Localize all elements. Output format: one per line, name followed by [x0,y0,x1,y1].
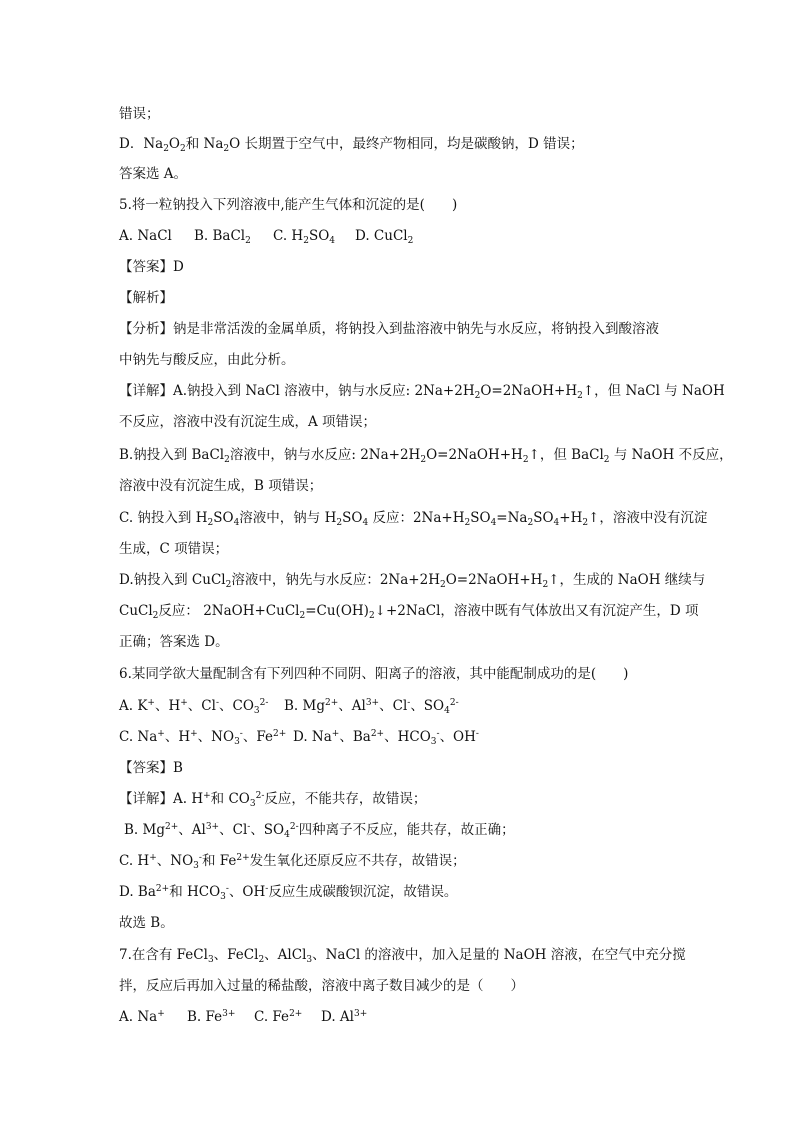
analysis-text: 中钠先与酸反应，由此分析。 [119,352,295,368]
detail-6b: B. $Mg^{2+}$、$Al^{3+}$、Cl-、$SO_4^{2-}$四种离子不反应，能共存，故正确； [124,822,515,840]
option-c: C. Na+、H+、$NO_3^-$、$Fe^{2+}$ [119,729,287,747]
detail-c: 生成，C 项错误； [119,541,229,557]
option-a: A. K+、H+、Cl-、$CO_3^{2-}$ [119,698,269,716]
analysis-label: 【解析】 [119,290,173,306]
option-b: B. $Fe^{3+}$ [187,1009,236,1025]
option-d: D. Na+、$Ba^{2+}$、$HCO_3^-$、OH- [293,729,479,747]
option-a: A. Na+ [119,1009,165,1025]
detail-6c: C. H+、$NO_3^-$和 $Fe^{2+}$发生氧化还原反应不共存，故错误； [119,853,466,871]
question-7-options [119,1007,367,1027]
text-line: 错误； [119,106,160,122]
text-line: 答案选 A。 [119,166,188,182]
question-5: 5.将一粒钠投入下列溶液中,能产生气体和沉淀的是( ) [119,197,458,213]
option-c: C. $Fe^{2+}$ [254,1009,303,1025]
detail-6a: 【详解】A. H+和 $CO_3^{2-}$反应，不能共存，故错误； [119,791,427,809]
detail-d: CuCl$_2$反应： $2NaOH+CuCl_2=Cu(OH)_2↓+2NaCl$，溶液中既有气体放出又有沉淀产生，D 项 [119,603,699,621]
option-b: B. $Mg^{2+}$、$Al^{3+}$、Cl-、$SO_4^{2-}$ [284,698,459,716]
option-b: B. BaCl$_2$ [194,228,251,246]
detail-c: C. 钠投入到 $H_2SO_4$溶液中，钠与 $H_2SO_4$ 反应：$2Na+H_2SO_4=Na_2SO_4+H_2↑$，溶液中没有沉淀 [119,510,708,528]
detail-b: 溶液中没有沉淀生成，B 项错误； [119,478,323,494]
detail-a: 【详解】A.钠投入到 NaCl 溶液中，钠与水反应: $2Na+2H_2O=2NaOH+H_2↑$，但 NaCl 与 NaOH [119,383,725,401]
detail-d: D.钠投入到 CuCl$_2$溶液中，钠先与水反应：$2Na+2H_2O=2NaOH+H_2↑$，生成的 NaOH 继续与 [119,572,706,590]
conclusion-6: 故选 B。 [119,915,174,931]
detail-6d: D. $Ba^{2+}$和 $HCO_3^-$、OH-反应生成碳酸钡沉淀，故错误。 [119,884,458,902]
question-6-options-ab [119,696,459,716]
detail-a: 不反应，溶液中没有沉淀生成，A 项错误； [119,414,377,430]
option-d: D. CuCl$_2$ [355,228,414,246]
question-7: 7.在含有 FeCl$_3$、FeCl$_2$、AlCl$_3$、NaCl 的溶液中，加入足量的 NaOH 溶液，在空气中充分搅 [119,947,686,965]
question-5-options [119,226,413,246]
detail-b: B.钠投入到 BaCl$_2$溶液中，钠与水反应: $2Na+2H_2O=2NaOH+H_2↑$，但 BaCl$_2$ 与 NaOH 不反应， [119,447,733,465]
answer-6: 【答案】B [119,760,183,776]
option-c: C. $H_2SO_4$ [273,228,336,246]
question-7: 拌，反应后再加入过量的稀盐酸，溶液中离子数目减少的是（ ） [119,978,524,994]
option-a: A. NaCl [119,228,172,244]
answer-5: 【答案】D [119,259,184,275]
question-6-options-cd [119,727,479,747]
detail-d: 正确；答案选 D。 [119,634,229,650]
text-line: D．$Na_2O_2$和 $Na_2O$ 长期置于空气中，最终产物相同，均是碳酸钠，D 错误； [119,136,584,154]
analysis-text: 【分析】钠是非常活泼的金属单质，将钠投入到盐溶液中钠先与水反应，将钠投入到酸溶液 [119,321,659,337]
question-6: 6.某同学欲大量配制含有下列四种不同阴、阳离子的溶液，其中能配制成功的是( ) [119,666,629,682]
option-d: D. $Al^{3+}$ [321,1009,368,1025]
